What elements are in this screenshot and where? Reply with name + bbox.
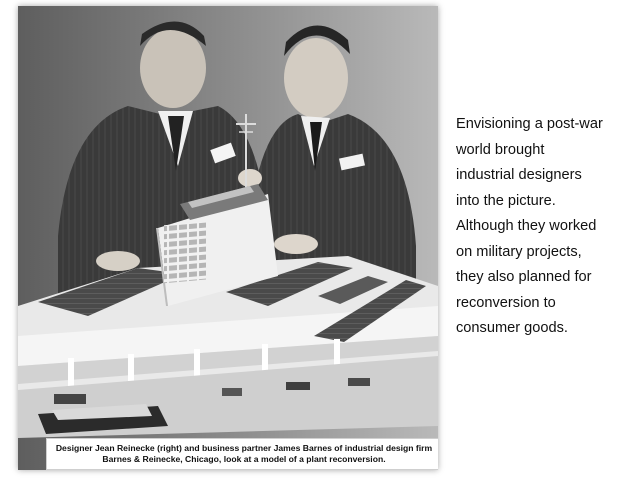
body-line: consumer goods. (456, 320, 568, 336)
photo-caption (46, 438, 438, 470)
body-line: on military projects, (456, 243, 582, 260)
historical-photograph (18, 6, 438, 470)
slide-body-text (456, 112, 632, 342)
body-line: Envisioning a post-war (456, 116, 603, 132)
body-line: reconversion to (456, 294, 556, 311)
caption-text: Designer Jean Reinecke (right) and business partner James Barnes of industrial design firm Barnes & Reinecke, Chicago, look at a model of a plant reconversion. (55, 443, 433, 464)
body-line: Although they worked (456, 218, 597, 234)
body-line: into the picture. (456, 192, 556, 209)
body-line: they also planned for (456, 269, 592, 285)
photo-illustration (18, 6, 438, 470)
body-line: world brought (456, 141, 545, 158)
body-line: industrial designers (456, 167, 582, 183)
